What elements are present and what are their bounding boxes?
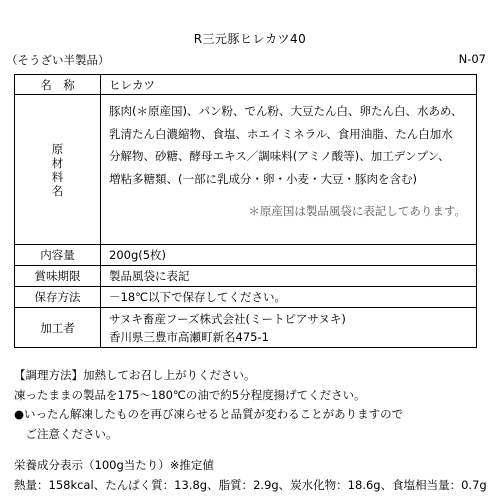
storage-label: 保存方法: [15, 287, 101, 308]
nutrition-header: 栄養成分表示（100g当たり）※推定値: [14, 458, 214, 472]
manufacturer-name: サヌキ畜産フーズ株式会社(ミートピアサヌキ): [109, 311, 346, 326]
manufacturer-address: 香川県三豊市高瀬町新名475-1: [109, 329, 269, 344]
name-value: ヒレカツ: [101, 75, 477, 95]
origin-note: ＊原産国は製品風袋に表記してあります。: [248, 204, 466, 218]
preparation-line: 【調理方法】加熱してお召し上がりください。: [14, 368, 256, 382]
preparation-section: [14, 366, 403, 444]
preparation-caution: ご注意ください。: [14, 426, 118, 441]
product-title: R三元豚ヒレカツ40: [193, 32, 307, 46]
ingredients-label-char: 名: [51, 183, 64, 198]
content-label: 内容量: [15, 245, 101, 266]
nutrition-carbs: 炭水化物：18.6g、: [290, 478, 393, 492]
nutrition-fat: 脂質：2.9g、: [218, 478, 291, 492]
product-code: N-07: [458, 52, 486, 66]
manufacturer-row: [15, 308, 477, 348]
ingredients-line: 増粘多糖類、(一部に乳成分・卵・小麦・大豆・豚肉を含む): [109, 171, 417, 186]
ingredients-label-char: 原: [51, 141, 64, 156]
manufacturer-label: 加工者: [15, 308, 101, 348]
storage-value: －18℃以下で保存してください。: [101, 287, 477, 308]
expiry-label: 賞味期限: [15, 266, 101, 287]
ingredients-line: 乳清たん白濃縮物、食塩、ホエイミネラル、食用油脂、たん白加水: [109, 126, 453, 141]
name-label: 名 称: [15, 75, 101, 95]
content-value: 200g(5枚): [101, 245, 477, 266]
ingredients-label: [15, 95, 101, 245]
ingredients-row: [15, 95, 477, 245]
ingredients-value: [101, 95, 477, 245]
nutrition-values: [14, 477, 486, 493]
ingredients-line: 分解物、砂糖、酵母エキス／調味料(アミノ酸等)、加工デンプン、: [109, 149, 450, 163]
storage-row: [15, 287, 477, 308]
nutrition-protein: たんぱく質：13.8g、: [105, 478, 219, 492]
name-row: [15, 75, 477, 95]
content-row: [15, 245, 477, 266]
ingredients-label-char: 料: [51, 169, 64, 184]
spec-table: [14, 74, 477, 348]
expiry-row: [15, 266, 477, 287]
preparation-caution: ●いったん解凍したものを再び凍らせると品質が変わることがありますので: [14, 407, 404, 421]
nutrition-salt: 食塩相当量：0.7g: [392, 478, 487, 492]
ingredients-label-char: 材: [51, 155, 64, 170]
preparation-line: 凍ったままの製品を175～180℃の油で約5分程度揚げてください。: [14, 387, 366, 402]
manufacturer-value: [101, 308, 477, 348]
nutrition-energy: 熱量：158kcal、: [14, 478, 106, 492]
product-subtitle: （そうざい半製品）: [6, 53, 110, 67]
ingredients-line: 豚肉(＊原産国)、パン粉、でん粉、大豆たん白、卵たん白、水あめ、: [109, 104, 463, 118]
expiry-value: 製品風袋に表記: [101, 266, 477, 287]
